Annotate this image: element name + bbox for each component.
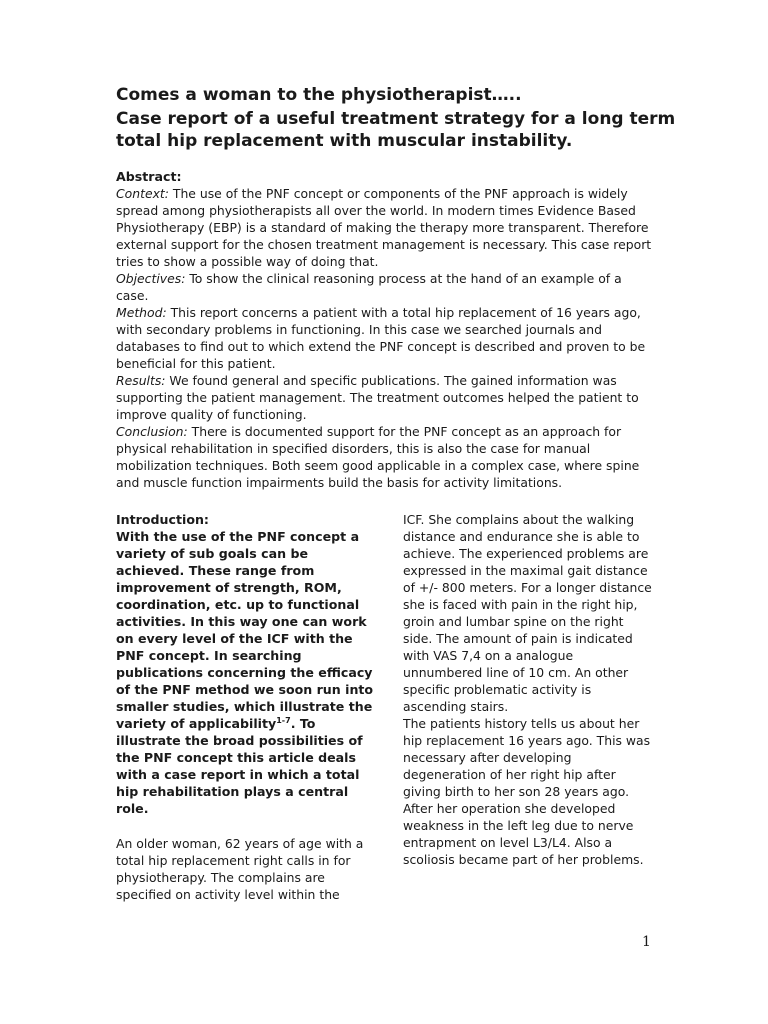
page-number: 1 xyxy=(642,934,651,950)
abstract-label: Results: xyxy=(116,373,166,388)
introduction-paragraph xyxy=(116,511,374,817)
abstract-label: Method: xyxy=(116,305,167,320)
abstract-text: We found general and specific publications. The gained information was supporting the patient management. The treatment outcomes helped the patient to improve quality of functioning. xyxy=(116,373,639,422)
abstract-section xyxy=(116,168,656,491)
introduction-bold-text: With the use of the PNF concept a variety of sub goals can be achieved. These range from improvement of strength, ROM, coordination, etc. up to functional activities. In this way one can work on every level of the ICF with the PNF concept. In searching publications concerning the efficacy of the PNF method we soon run into smaller studies, which illustrate the variety of applicability xyxy=(116,529,374,731)
abstract-text: To show the clinical reasoning process at the hand of an example of a case. xyxy=(116,271,622,303)
right-paragraph-1: ICF. She complains about the walking distance and endurance she is able to achieve. The experienced problems are expressed in the maximal gait distance of +/- 800 meters. For a longer distance she is faced with pain in the right hip, groin and lumbar spine on the right side. The amount of pain is indicated with VAS 7,4 on a analogue unnumbered line of 10 cm. An other specific problematic activity is ascending stairs. xyxy=(403,512,652,714)
abstract-label: Conclusion: xyxy=(116,424,188,439)
citation-superscript: 1-7 xyxy=(276,715,291,725)
abstract-results xyxy=(116,372,656,423)
document-title: Comes a woman to the physiotherapist….. xyxy=(116,85,522,105)
right-paragraph-2: The patients history tells us about her hip replacement 16 years ago. This was necessary after developing degeneration of her right hip after giving birth to her son 28 years ago. After her operation she developed weakness in the left leg due to nerve entrapment on level L3/L4. Also a scoliosis became part of her problems. xyxy=(403,716,651,867)
abstract-label: Context: xyxy=(116,186,169,201)
abstract-text: The use of the PNF concept or components of the PNF approach is widely spread among physiotherapists all over the world. In modern times Evidence Based Physiotherapy (EBP) is a standard of making the therapy more transparent. Therefore external support for the chosen treatment management is necessary. This case report tries to show a possible way of doing that. xyxy=(116,186,652,269)
abstract-context xyxy=(116,185,656,270)
introduction-heading: Introduction: xyxy=(116,512,209,527)
left-column xyxy=(116,511,374,903)
abstract-label: Objectives: xyxy=(116,271,186,286)
case-paragraph: An older woman, 62 years of age with a total hip replacement right calls in for physiotherapy. The complains are specified on activity level within the xyxy=(116,836,364,902)
abstract-text: This report concerns a patient with a total hip replacement of 16 years ago, with secondary problems in functioning. In this case we searched journals and databases to find out to which extend the PNF concept is described and proven to be beneficial for this patient. xyxy=(116,305,646,371)
abstract-method xyxy=(116,304,656,372)
abstract-objectives xyxy=(116,270,656,304)
abstract-heading: Abstract: xyxy=(116,169,182,184)
abstract-conclusion xyxy=(116,423,656,491)
document-subtitle: Case report of a useful treatment strategy for a long term total hip replacement with muscular instability. xyxy=(116,109,676,151)
abstract-text: There is documented support for the PNF concept as an approach for physical rehabilitation in specified disorders, this is also the case for manual mobilization techniques. Both seem good applicable in a complex case, where spine and muscle function impairments build the basis for activity limitations. xyxy=(116,424,640,490)
introduction-bold-text-2: . To illustrate the broad possibilities of the PNF concept this article deals with a case report in which a total hip rehabilitation plays a central role. xyxy=(116,716,363,816)
right-column xyxy=(403,511,653,868)
